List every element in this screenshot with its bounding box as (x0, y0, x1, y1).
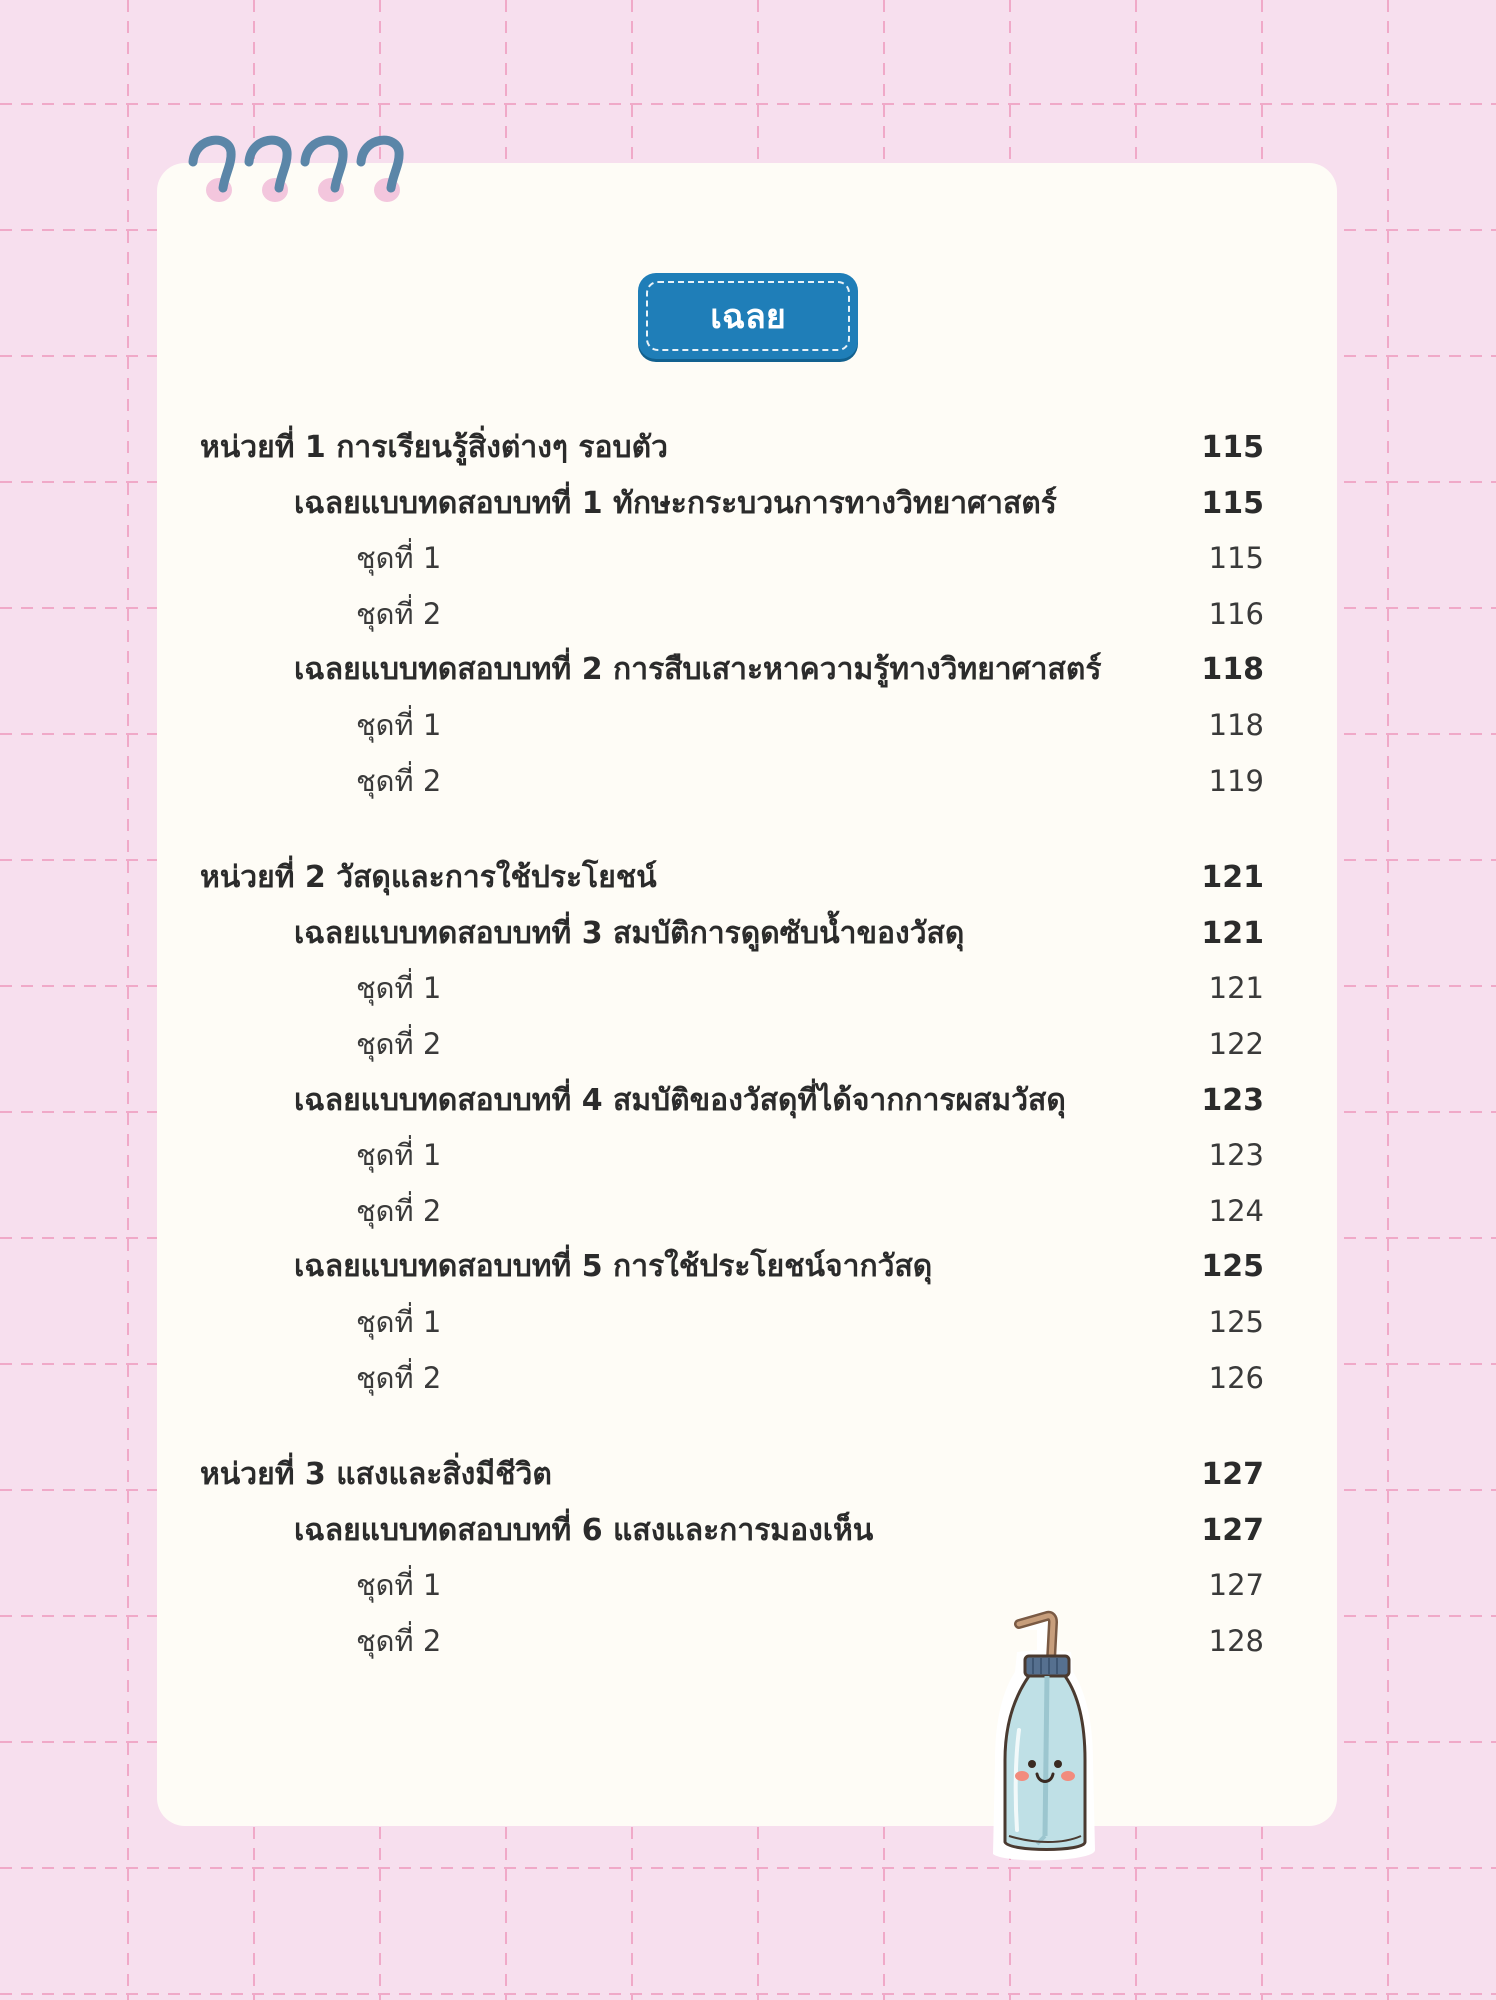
section-title-badge (638, 273, 858, 359)
toc-unit-2[interactable] (200, 850, 1264, 906)
unit-title: หน่วยที่ 3 แสงและสิ่งมีชีวิต (200, 1457, 552, 1493)
set-page: 123 (1208, 1138, 1264, 1173)
toc-set[interactable] (200, 587, 1264, 643)
section-title: เฉลย (710, 297, 786, 337)
chapter-title: เฉลยแบบทดสอบบทที่ 4 สมบัติของวัสดุที่ได้จากการผสมวัสดุ (294, 1082, 1066, 1118)
toc-set[interactable] (200, 1295, 1264, 1351)
unit-title: หน่วยที่ 1 การเรียนรู้สิ่งต่างๆ รอบตัว (200, 430, 668, 465)
set-label: ชุดที่ 2 (356, 596, 442, 631)
set-label: ชุดที่ 1 (356, 1304, 442, 1339)
set-label: ชุดที่ 1 (356, 971, 442, 1006)
set-label: ชุดที่ 1 (356, 1568, 442, 1603)
toc-chapter-5[interactable] (200, 1239, 1264, 1295)
chapter-page: 118 (1201, 652, 1264, 688)
chapter-title: เฉลยแบบทดสอบบทที่ 3 สมบัติการดูดซับน้ำของวัสดุ (294, 915, 965, 951)
toc-chapter-1[interactable] (200, 476, 1264, 532)
set-page: 121 (1208, 971, 1264, 1006)
toc-chapter-3[interactable] (200, 906, 1264, 962)
set-label: ชุดที่ 1 (356, 541, 442, 576)
toc-set[interactable] (200, 1184, 1264, 1240)
set-page: 127 (1208, 1568, 1264, 1603)
chapter-page: 123 (1201, 1082, 1264, 1118)
set-label: ชุดที่ 2 (356, 1026, 442, 1061)
set-label: ชุดที่ 2 (356, 1193, 442, 1228)
toc-unit-3[interactable] (200, 1447, 1264, 1503)
set-page: 122 (1208, 1026, 1264, 1061)
unit-title: หน่วยที่ 2 วัสดุและการใช้ประโยชน์ (200, 860, 657, 896)
chapter-title: เฉลยแบบทดสอบบทที่ 6 แสงและการมองเห็น (294, 1512, 874, 1548)
set-page: 115 (1208, 541, 1264, 576)
chapter-title: เฉลยแบบทดสอบบทที่ 1 ทักษะกระบวนการทางวิทยาศาสตร์ (294, 485, 1057, 521)
toc-set[interactable] (200, 1017, 1264, 1073)
chapter-page: 127 (1201, 1512, 1264, 1548)
toc-set[interactable] (200, 1351, 1264, 1407)
toc-set[interactable] (200, 754, 1264, 810)
unit-page: 127 (1201, 1457, 1264, 1493)
set-page: 118 (1208, 707, 1264, 742)
chapter-page: 125 (1201, 1249, 1264, 1285)
toc-set[interactable] (200, 1128, 1264, 1184)
unit-spacer (200, 809, 1264, 850)
set-page: 125 (1208, 1304, 1264, 1339)
set-page: 126 (1208, 1360, 1264, 1395)
chapter-page: 115 (1201, 485, 1264, 521)
notebook-ring-icon (185, 128, 405, 208)
set-page: 124 (1208, 1193, 1264, 1228)
toc-unit-1[interactable] (200, 420, 1264, 476)
set-label: ชุดที่ 1 (356, 1138, 442, 1173)
set-page: 116 (1208, 596, 1264, 631)
toc-set[interactable] (200, 698, 1264, 754)
set-label: ชุดที่ 1 (356, 707, 442, 742)
toc-chapter-2[interactable] (200, 642, 1264, 698)
toc-set[interactable] (200, 961, 1264, 1017)
table-of-contents (200, 420, 1264, 1669)
wash-bottle-icon (975, 1600, 1125, 1870)
set-page: 119 (1208, 763, 1264, 798)
toc-chapter-6[interactable] (200, 1503, 1264, 1559)
set-label: ชุดที่ 2 (356, 1623, 442, 1658)
chapter-page: 121 (1201, 915, 1264, 951)
unit-page: 121 (1201, 860, 1264, 896)
chapter-title: เฉลยแบบทดสอบบทที่ 2 การสืบเสาะหาความรู้ทางวิทยาศาสตร์ (294, 652, 1102, 688)
set-label: ชุดที่ 2 (356, 1360, 442, 1395)
unit-spacer (200, 1406, 1264, 1447)
toc-chapter-4[interactable] (200, 1073, 1264, 1129)
set-page: 128 (1208, 1623, 1264, 1658)
toc-set[interactable] (200, 531, 1264, 587)
unit-page: 115 (1201, 430, 1264, 465)
set-label: ชุดที่ 2 (356, 763, 442, 798)
chapter-title: เฉลยแบบทดสอบบทที่ 5 การใช้ประโยชน์จากวัสดุ (294, 1249, 933, 1285)
